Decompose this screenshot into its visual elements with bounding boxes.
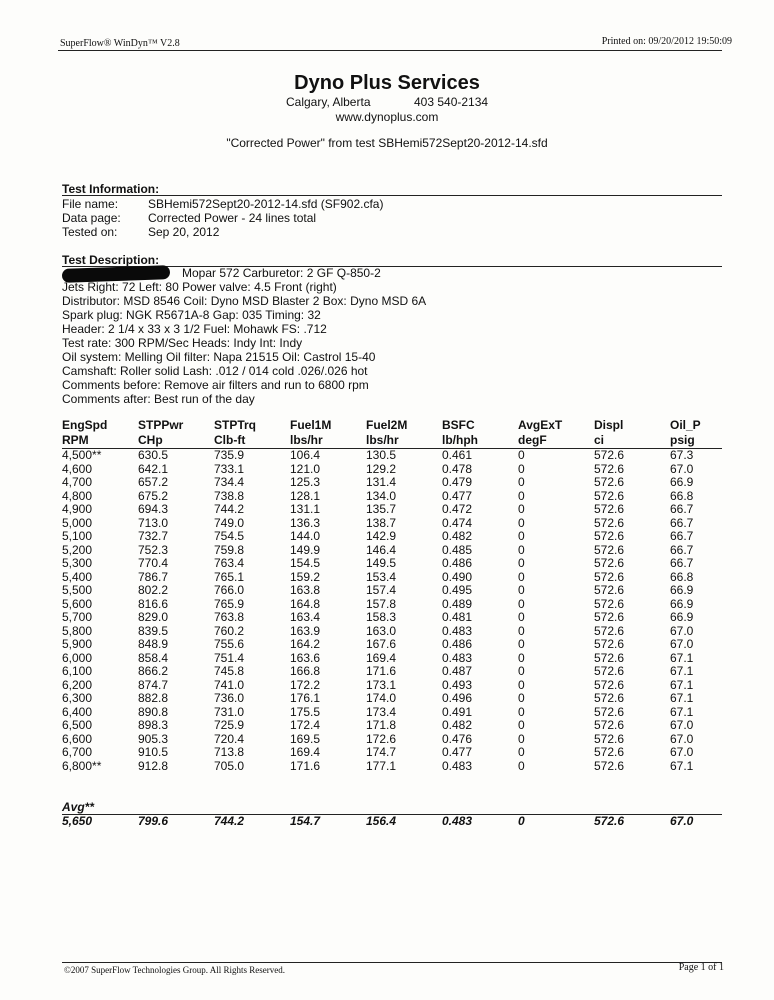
table-cell: 0.482	[442, 529, 473, 543]
table-cell: 0	[518, 637, 525, 651]
table-cell: 765.1	[214, 569, 245, 584]
table-cell: 66.9	[670, 475, 694, 489]
table-cell: 675.2	[138, 488, 169, 503]
table-cell: 754.5	[214, 529, 245, 543]
table-cell: 67.1	[670, 704, 694, 719]
table-cell: 6,600	[62, 731, 93, 746]
table-cell: 146.4	[366, 542, 397, 557]
table-cell: 745.8	[214, 664, 245, 678]
table-cell: 4,900	[62, 502, 93, 516]
table-cell: 174.7	[366, 745, 397, 759]
table-cell: 67.3	[670, 448, 694, 462]
table-cell: 720.4	[214, 731, 245, 746]
table-cell: 172.4	[290, 718, 321, 732]
table-cell: 171.6	[366, 664, 397, 678]
table-cell: 572.6	[594, 650, 625, 665]
table-cell: 713.8	[214, 745, 245, 759]
column-unit: lbs/hr	[366, 433, 399, 447]
software-version: SuperFlow® WinDyn™ V2.8	[60, 38, 180, 49]
table-cell: 0.479	[442, 475, 473, 489]
table-cell: 164.2	[290, 637, 321, 651]
company-phone: 403 540-2134	[414, 95, 489, 109]
table-cell: 125.3	[290, 475, 321, 489]
table-cell: 0	[518, 583, 525, 597]
table-cell: 898.3	[138, 718, 169, 732]
table-cell: 765.9	[214, 596, 245, 611]
table-cell: 0.474	[442, 515, 473, 530]
table-cell: 66.9	[670, 610, 694, 624]
table-cell: 705.0	[214, 758, 245, 773]
table-cell: 0.487	[442, 664, 473, 678]
table-cell: 176.1	[290, 691, 321, 705]
table-cell: 0	[518, 542, 525, 557]
table-cell: 67.1	[670, 677, 694, 692]
table-cell: 0	[518, 664, 525, 678]
table-cell: 173.4	[366, 704, 397, 719]
table-cell: 67.1	[670, 650, 694, 665]
table-cell: 0	[518, 745, 525, 759]
table-cell: 66.7	[670, 529, 694, 543]
table-cell: 67.1	[670, 664, 694, 678]
table-cell: 6,400	[62, 704, 93, 719]
table-cell: 0.483	[442, 758, 473, 773]
table-cell: 172.6	[366, 731, 397, 746]
table-cell: 0	[518, 731, 525, 746]
table-cell: 0	[518, 596, 525, 611]
table-cell: 128.1	[290, 488, 321, 503]
table-cell: 630.5	[138, 448, 169, 462]
table-cell: 0	[518, 556, 525, 570]
table-cell: 0.495	[442, 583, 473, 597]
table-cell: 149.9	[290, 542, 321, 557]
column-header: AvgExT	[518, 418, 563, 432]
table-cell: 572.6	[594, 448, 625, 462]
table-cell: 166.8	[290, 664, 321, 678]
data-page-value: Corrected Power - 24 lines total	[148, 211, 317, 225]
tested-on-label: Tested on:	[62, 225, 118, 239]
table-cell: 169.4	[290, 745, 321, 759]
average-label: Avg**	[62, 800, 95, 814]
table-cell: 67.0	[670, 623, 694, 638]
table-cell: 0.490	[442, 569, 473, 584]
table-cell: 725.9	[214, 718, 245, 732]
table-cell: 171.8	[366, 718, 397, 732]
table-cell: 0.481	[442, 610, 473, 624]
table-cell: 0.486	[442, 556, 473, 570]
table-cell: 0.482	[442, 718, 473, 732]
company-website: www.dynoplus.com	[335, 110, 439, 124]
table-cell: 66.8	[670, 569, 694, 584]
table-cell: 167.6	[366, 637, 397, 651]
table-cell: 138.7	[366, 515, 397, 530]
table-cell: 786.7	[138, 569, 169, 584]
column-header: STPTrq	[214, 418, 257, 432]
copyright: ©2007 SuperFlow Technologies Group. All Rights Reserved.	[64, 965, 286, 975]
table-cell: 4,600	[62, 461, 93, 476]
table-cell: 66.9	[670, 583, 694, 597]
table-cell: 67.0	[670, 637, 694, 651]
table-cell: 67.0	[670, 745, 694, 759]
table-cell: 755.6	[214, 637, 245, 651]
table-cell: 136.3	[290, 515, 321, 530]
table-cell: 0	[518, 569, 525, 584]
table-cell: 173.1	[366, 677, 397, 692]
file-name-label: File name:	[62, 197, 119, 211]
average-cell: 0.483	[442, 814, 473, 828]
table-cell: 738.8	[214, 488, 245, 503]
table-cell: 642.1	[138, 461, 169, 476]
table-cell: 6,100	[62, 664, 93, 678]
table-cell: 572.6	[594, 488, 625, 503]
table-cell: 572.6	[594, 677, 625, 692]
column-unit: Clb-ft	[214, 433, 246, 447]
table-cell: 0.483	[442, 650, 473, 665]
average-cell: 572.6	[594, 814, 625, 828]
table-cell: 158.3	[366, 610, 397, 624]
column-unit: lb/hph	[442, 433, 478, 447]
table-cell: 5,500	[62, 583, 93, 597]
table-cell: 163.0	[366, 623, 397, 638]
table-cell: 6,500	[62, 718, 93, 732]
table-cell: 0.486	[442, 637, 473, 651]
header-line: Header: 2 1/4 x 33 x 3 1/2 Fuel: Mohawk FS: .712	[62, 322, 327, 336]
table-cell: 0	[518, 610, 525, 624]
table-cell: 67.0	[670, 718, 694, 732]
table-cell: 572.6	[594, 637, 625, 651]
table-cell: 0.491	[442, 704, 473, 719]
table-cell: 5,200	[62, 542, 93, 557]
table-cell: 572.6	[594, 758, 625, 773]
table-cell: 66.8	[670, 488, 694, 503]
table-cell: 802.2	[138, 583, 169, 597]
column-unit: psig	[670, 433, 695, 447]
table-cell: 0	[518, 623, 525, 638]
engine-line: Mopar 572 Carburetor: 2 GF Q-850-2	[182, 266, 381, 280]
table-cell: 572.6	[594, 556, 625, 570]
table-cell: 572.6	[594, 664, 625, 678]
table-cell: 572.6	[594, 461, 625, 476]
table-cell: 0	[518, 718, 525, 732]
table-cell: 169.4	[366, 650, 397, 665]
table-cell: 0.496	[442, 691, 473, 705]
table-cell: 144.0	[290, 529, 321, 543]
table-cell: 905.3	[138, 731, 169, 746]
table-cell: 0.478	[442, 461, 473, 476]
table-cell: 5,300	[62, 556, 93, 570]
table-cell: 5,000	[62, 515, 93, 530]
header-divider	[58, 50, 722, 51]
table-cell: 572.6	[594, 542, 625, 557]
column-header: Fuel2M	[366, 418, 408, 432]
table-cell: 866.2	[138, 664, 169, 678]
column-header: STPPwr	[138, 418, 184, 432]
table-cell: 0	[518, 704, 525, 719]
table-cell: 572.6	[594, 745, 625, 759]
table-cell: 572.6	[594, 502, 625, 516]
table-cell: 735.9	[214, 448, 245, 462]
table-cell: 0.472	[442, 502, 473, 516]
comments-after-line: Comments after: Best run of the day	[62, 392, 255, 406]
table-cell: 657.2	[138, 475, 169, 489]
column-unit: CHp	[138, 433, 163, 447]
table-cell: 172.2	[290, 677, 321, 692]
tested-on-value: Sep 20, 2012	[148, 225, 220, 239]
table-cell: 572.6	[594, 596, 625, 611]
table-cell: 5,400	[62, 569, 93, 584]
table-cell: 5,100	[62, 529, 93, 543]
table-cell: 572.6	[594, 718, 625, 732]
table-cell: 0.461	[442, 448, 473, 462]
table-cell: 858.4	[138, 650, 169, 665]
table-cell: 0.483	[442, 623, 473, 638]
table-cell: 163.8	[290, 583, 321, 597]
table-cell: 910.5	[138, 745, 169, 759]
table-cell: 0	[518, 461, 525, 476]
table-cell: 874.7	[138, 677, 169, 692]
table-cell: 741.0	[214, 677, 245, 692]
table-cell: 736.0	[214, 691, 245, 705]
table-cell: 0.477	[442, 488, 473, 503]
table-cell: 572.6	[594, 731, 625, 746]
table-cell: 572.6	[594, 583, 625, 597]
table-cell: 752.3	[138, 542, 169, 557]
table-cell: 131.1	[290, 502, 321, 516]
table-cell: 106.4	[290, 448, 321, 462]
table-cell: 763.8	[214, 610, 245, 624]
table-cell: 129.2	[366, 461, 397, 476]
table-cell: 0	[518, 650, 525, 665]
table-cell: 0	[518, 529, 525, 543]
table-cell: 174.0	[366, 691, 397, 705]
table-cell: 759.8	[214, 542, 245, 557]
column-unit: lbs/hr	[290, 433, 323, 447]
table-cell: 164.8	[290, 596, 321, 611]
table-cell: 766.0	[214, 583, 245, 597]
table-cell: 0.489	[442, 596, 473, 611]
table-cell: 6,800**	[62, 758, 102, 773]
distributor-line: Distributor: MSD 8546 Coil: Dyno MSD Blaster 2 Box: Dyno MSD 6A	[62, 294, 427, 308]
table-cell: 5,800	[62, 623, 93, 638]
table-cell: 149.5	[366, 556, 397, 570]
camshaft-line: Camshaft: Roller solid Lash: .012 / 014 cold .026/.026 hot	[62, 364, 368, 378]
table-cell: 4,700	[62, 475, 93, 489]
test-description-heading: Test Description:	[62, 253, 160, 267]
table-cell: 142.9	[366, 529, 397, 543]
table-cell: 572.6	[594, 691, 625, 705]
table-cell: 572.6	[594, 515, 625, 530]
table-cell: 157.4	[366, 583, 397, 597]
table-cell: 5,900	[62, 637, 93, 651]
column-header: Fuel1M	[290, 418, 332, 432]
test-info-divider	[62, 195, 722, 196]
table-cell: 744.2	[214, 502, 245, 516]
table-cell: 163.6	[290, 650, 321, 665]
table-cell: 157.8	[366, 596, 397, 611]
table-cell: 66.9	[670, 596, 694, 611]
report-title: "Corrected Power" from test SBHemi572Sept20-2012-14.sfd	[226, 136, 548, 150]
table-cell: 572.6	[594, 529, 625, 543]
table-cell: 6,000	[62, 650, 93, 665]
average-cell: 154.7	[290, 814, 321, 828]
table-cell: 694.3	[138, 502, 169, 516]
table-cell: 572.6	[594, 569, 625, 584]
average-cell: 67.0	[670, 814, 694, 828]
column-header: EngSpd	[62, 418, 108, 432]
table-cell: 66.7	[670, 556, 694, 570]
table-cell: 6,700	[62, 745, 93, 759]
jets-line: Jets Right: 72 Left: 80 Power valve: 4.5 Front (right)	[62, 280, 337, 294]
table-cell: 66.7	[670, 515, 694, 530]
table-cell: 890.8	[138, 704, 169, 719]
company-location: Calgary, Alberta	[286, 95, 371, 109]
table-cell: 0.476	[442, 731, 473, 746]
table-cell: 169.5	[290, 731, 321, 746]
table-cell: 163.9	[290, 623, 321, 638]
average-cell: 156.4	[366, 814, 397, 828]
table-cell: 6,200	[62, 677, 93, 692]
table-cell: 816.6	[138, 596, 169, 611]
column-header: Oil_P	[670, 418, 701, 432]
test-info-heading: Test Information:	[62, 182, 160, 196]
table-cell: 177.1	[366, 758, 397, 773]
table-cell: 572.6	[594, 623, 625, 638]
test-rate-line: Test rate: 300 RPM/Sec Heads: Indy Int: Indy	[62, 336, 303, 350]
table-cell: 171.6	[290, 758, 321, 773]
table-cell: 572.6	[594, 704, 625, 719]
table-cell: 4,500**	[62, 448, 102, 462]
table-cell: 731.0	[214, 704, 245, 719]
table-cell: 154.5	[290, 556, 321, 570]
table-cell: 882.8	[138, 691, 169, 705]
column-unit: ci	[594, 433, 605, 447]
table-cell: 130.5	[366, 448, 397, 462]
table-cell: 763.4	[214, 556, 245, 570]
table-cell: 66.7	[670, 502, 694, 516]
column-unit: RPM	[62, 433, 89, 447]
data-page-label: Data page:	[62, 211, 121, 225]
table-cell: 134.0	[366, 488, 397, 503]
table-cell: 0.477	[442, 745, 473, 759]
table-cell: 159.2	[290, 569, 321, 584]
table-cell: 0	[518, 758, 525, 773]
table-cell: 751.4	[214, 650, 245, 665]
table-cell: 0	[518, 448, 525, 462]
table-cell: 732.7	[138, 529, 169, 543]
table-cell: 0	[518, 475, 525, 489]
table-cell: 153.4	[366, 569, 397, 584]
table-cell: 5,600	[62, 596, 93, 611]
page-number: Page 1 of 1	[678, 962, 724, 973]
table-cell: 0	[518, 488, 525, 503]
table-cell: 67.1	[670, 691, 694, 705]
table-cell: 749.0	[214, 515, 245, 530]
table-cell: 848.9	[138, 637, 169, 651]
column-header: Displ	[594, 418, 624, 432]
table-cell: 0.485	[442, 542, 473, 557]
spark-plug-line: Spark plug: NGK R5671A-8 Gap: 035 Timing: 32	[62, 308, 321, 322]
footer-divider	[62, 962, 722, 963]
table-cell: 6,300	[62, 691, 93, 705]
table-cell: 135.7	[366, 502, 397, 516]
table-cell: 66.7	[670, 542, 694, 557]
table-cell: 572.6	[594, 475, 625, 489]
table-cell: 0	[518, 502, 525, 516]
oil-system-line: Oil system: Melling Oil filter: Napa 21515 Oil: Castrol 15-40	[62, 350, 376, 364]
table-cell: 713.0	[138, 515, 169, 530]
table-cell: 67.0	[670, 731, 694, 746]
table-cell: 0	[518, 677, 525, 692]
column-header: BSFC	[442, 418, 475, 432]
table-cell: 131.4	[366, 475, 397, 489]
average-cell: 0	[518, 814, 525, 828]
file-name-value: SBHemi572Sept20-2012-14.sfd (SF902.cfa)	[148, 197, 384, 211]
table-cell: 760.2	[214, 623, 245, 638]
table-cell: 0.493	[442, 677, 473, 692]
comments-before-line: Comments before: Remove air filters and run to 6800 rpm	[62, 378, 369, 392]
table-cell: 67.1	[670, 758, 694, 773]
table-cell: 67.0	[670, 461, 694, 476]
printed-on: Printed on: 09/20/2012 19:50:09	[601, 36, 732, 47]
table-cell: 733.1	[214, 461, 245, 476]
table-cell: 912.8	[138, 758, 169, 773]
table-cell: 770.4	[138, 556, 169, 570]
company-name: Dyno Plus Services	[294, 72, 480, 94]
table-cell: 0	[518, 515, 525, 530]
table-cell: 4,800	[62, 488, 93, 503]
table-cell: 175.5	[290, 704, 321, 719]
average-cell: 5,650	[62, 814, 93, 828]
average-cell: 744.2	[214, 814, 245, 828]
table-cell: 5,700	[62, 610, 93, 624]
table-cell: 163.4	[290, 610, 321, 624]
table-cell: 829.0	[138, 610, 169, 624]
column-unit: degF	[518, 433, 547, 447]
table-cell: 0	[518, 691, 525, 705]
table-cell: 572.6	[594, 610, 625, 624]
table-cell: 121.0	[290, 461, 321, 476]
table-cell: 734.4	[214, 475, 245, 489]
average-cell: 799.6	[138, 814, 169, 828]
table-cell: 839.5	[138, 623, 169, 638]
